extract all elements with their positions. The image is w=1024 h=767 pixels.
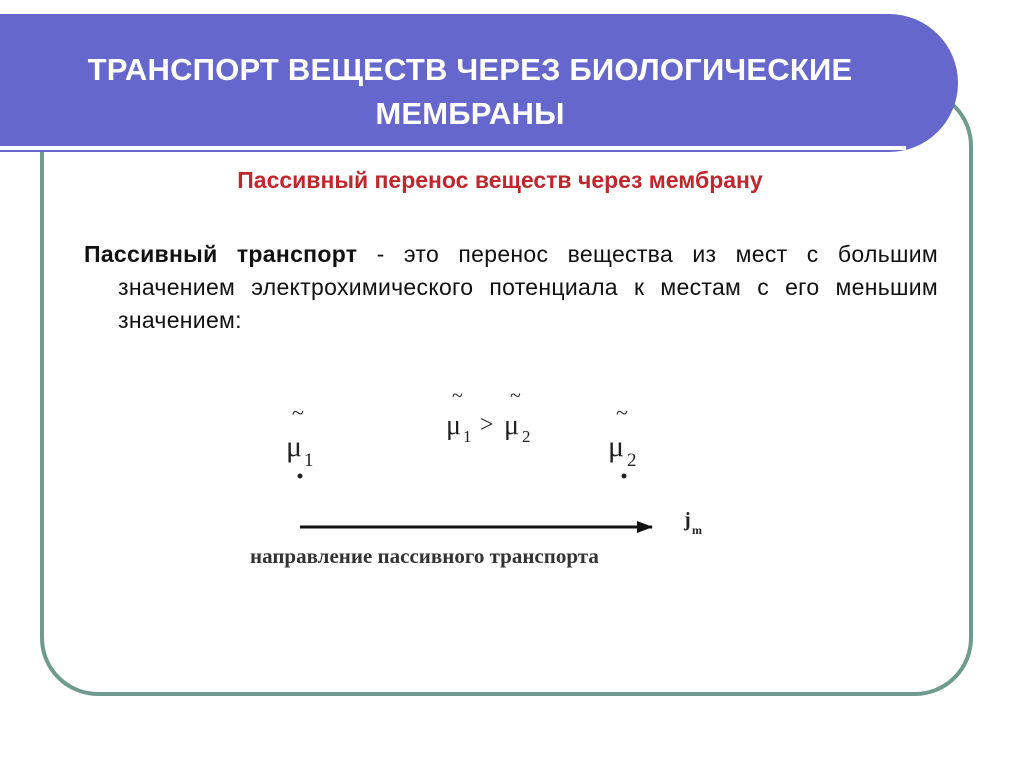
mu1-point: [298, 474, 303, 479]
flux-label: [683, 509, 702, 537]
diagram-caption: направление пассивного транспорта: [250, 544, 599, 568]
relation-mu2-index: 2: [522, 427, 531, 446]
mu2-index: 2: [627, 450, 637, 471]
mu1-tilde: ~: [292, 400, 304, 425]
relation-mu2: μ: [504, 410, 520, 441]
passive-transport-diagram: [240, 380, 780, 600]
mu2-point: [622, 474, 627, 479]
relation-tilde-1: ~: [452, 385, 463, 407]
flux-symbol: j: [684, 509, 691, 531]
relation-tilde-2: ~: [510, 385, 521, 407]
slide-title: ТРАНСПОРТ ВЕЩЕСТВ ЧЕРЕЗ БИОЛОГИЧЕСКИЕ МЕМБРАНЫ: [87, 52, 853, 131]
flux-index: m: [692, 523, 702, 537]
definition-term: Пассивный транспорт: [84, 241, 358, 267]
slide-subtitle: Пассивный перенос веществ через мембрану: [237, 167, 763, 193]
definition-text: - это перенос вещества из мест с большим значением электрохимического потенциала к местам с его меньшим значением:: [118, 241, 938, 333]
relation-label: [446, 385, 531, 446]
title-underline: [0, 146, 906, 150]
title-band: [0, 14, 958, 152]
mu1-label: [286, 400, 314, 471]
mu2-label: [608, 400, 637, 471]
relation-mu1: μ: [446, 410, 462, 441]
mu1-index: 1: [304, 450, 314, 471]
definition-paragraph: [84, 238, 938, 337]
mu2-tilde: ~: [616, 400, 628, 425]
mu1-symbol: μ: [286, 430, 303, 463]
relation-symbol: >: [480, 412, 494, 438]
mu2-symbol: μ: [608, 430, 625, 463]
relation-mu1-index: 1: [463, 427, 472, 446]
